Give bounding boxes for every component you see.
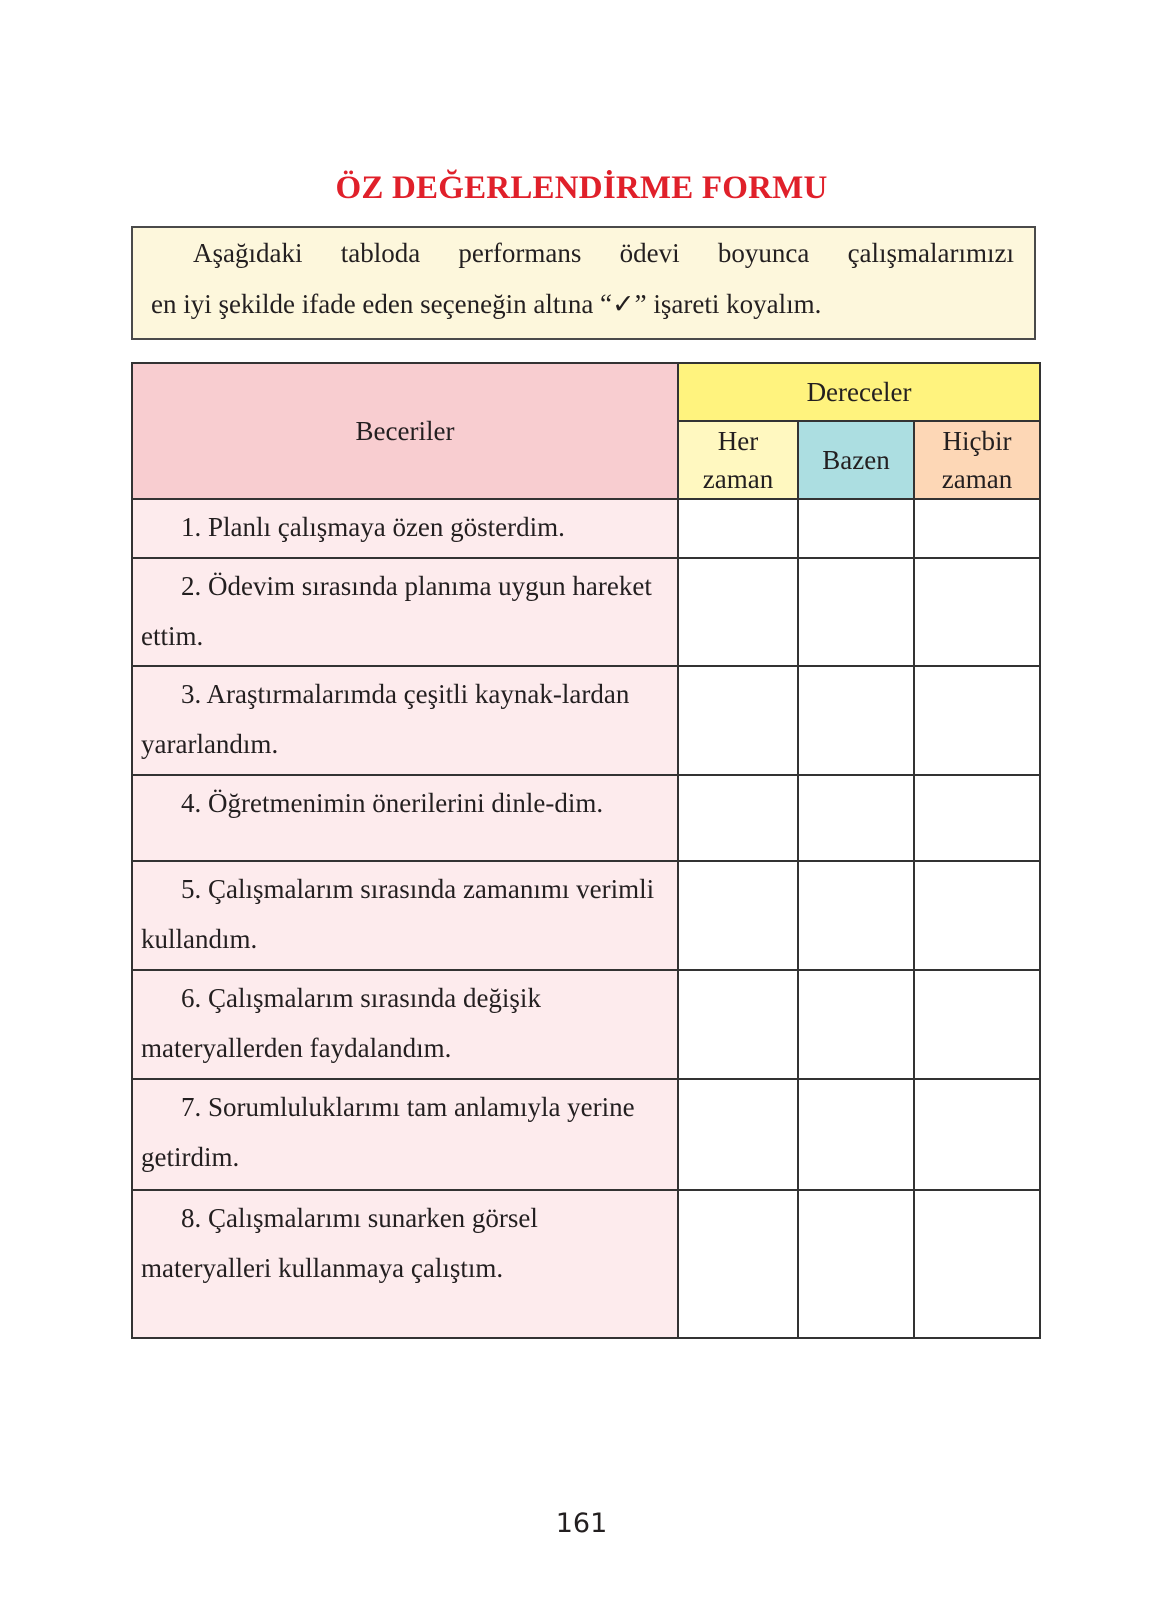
mark-cell-sometimes[interactable] <box>798 775 914 861</box>
skill-cell: 4. Öğretmenimin önerilerini dinle-dim. <box>132 775 678 861</box>
column-header-always: Her zaman <box>678 421 798 499</box>
mark-cell-always[interactable] <box>678 558 798 666</box>
skill-cell: 5. Çalışmalarım sırasında zamanımı verimli kullandım. <box>132 861 678 970</box>
mark-cell-sometimes[interactable] <box>798 499 914 558</box>
mark-cell-sometimes[interactable] <box>798 1190 914 1338</box>
skill-cell: 2. Ödevim sırasında planıma uygun hareket ettim. <box>132 558 678 666</box>
mark-cell-always[interactable] <box>678 499 798 558</box>
instruction-line-2: en iyi şekilde ifade eden seçeneğin altına “✓” işareti koyalım. <box>151 289 822 319</box>
mark-cell-never[interactable] <box>914 558 1040 666</box>
skill-cell: 3. Araştırmalarımda çeşitli kaynak-lardan yararlandım. <box>132 666 678 775</box>
mark-cell-sometimes[interactable] <box>798 558 914 666</box>
table-row <box>132 499 1040 558</box>
mark-cell-always[interactable] <box>678 970 798 1079</box>
table-row <box>132 970 1040 1079</box>
page-title: ÖZ DEĞERLENDİRME FORMU <box>335 170 828 206</box>
table-row <box>132 861 1040 970</box>
table-row <box>132 666 1040 775</box>
mark-cell-always[interactable] <box>678 861 798 970</box>
instruction-line-1: Aşağıdaki tabloda performans ödevi boyunca çalışmalarımızı <box>193 238 1014 268</box>
mark-cell-sometimes[interactable] <box>798 970 914 1079</box>
skill-cell: 6. Çalışmalarım sırasında değişik materyallerden faydalandım. <box>132 970 678 1079</box>
skill-cell: 7. Sorumluluklarımı tam anlamıyla yerine getirdim. <box>132 1079 678 1190</box>
mark-cell-never[interactable] <box>914 861 1040 970</box>
mark-cell-never[interactable] <box>914 775 1040 861</box>
mark-cell-sometimes[interactable] <box>798 861 914 970</box>
mark-cell-never[interactable] <box>914 666 1040 775</box>
mark-cell-always[interactable] <box>678 666 798 775</box>
mark-cell-never[interactable] <box>914 970 1040 1079</box>
table-row <box>132 775 1040 861</box>
mark-cell-never[interactable] <box>914 1079 1040 1190</box>
mark-cell-sometimes[interactable] <box>798 666 914 775</box>
mark-cell-never[interactable] <box>914 499 1040 558</box>
page-number: 161 <box>555 1508 608 1539</box>
skills-header: Beceriler <box>132 363 678 499</box>
mark-cell-never[interactable] <box>914 1190 1040 1338</box>
degrees-header: Dereceler <box>678 363 1040 421</box>
mark-cell-always[interactable] <box>678 1079 798 1190</box>
skill-cell: 8. Çalışmalarımı sunarken görsel materyalleri kullanmaya çalıştım. <box>132 1190 678 1338</box>
mark-cell-always[interactable] <box>678 1190 798 1338</box>
mark-cell-sometimes[interactable] <box>798 1079 914 1190</box>
column-header-sometimes: Bazen <box>798 421 914 499</box>
mark-cell-always[interactable] <box>678 775 798 861</box>
table-row <box>132 1190 1040 1338</box>
table-row <box>132 1079 1040 1190</box>
skill-cell: 1. Planlı çalışmaya özen gösterdim. <box>132 499 678 558</box>
self-assessment-table <box>131 362 1041 1339</box>
table-row <box>132 558 1040 666</box>
column-header-never: Hiçbir zaman <box>914 421 1040 499</box>
instruction-box <box>131 226 1036 340</box>
